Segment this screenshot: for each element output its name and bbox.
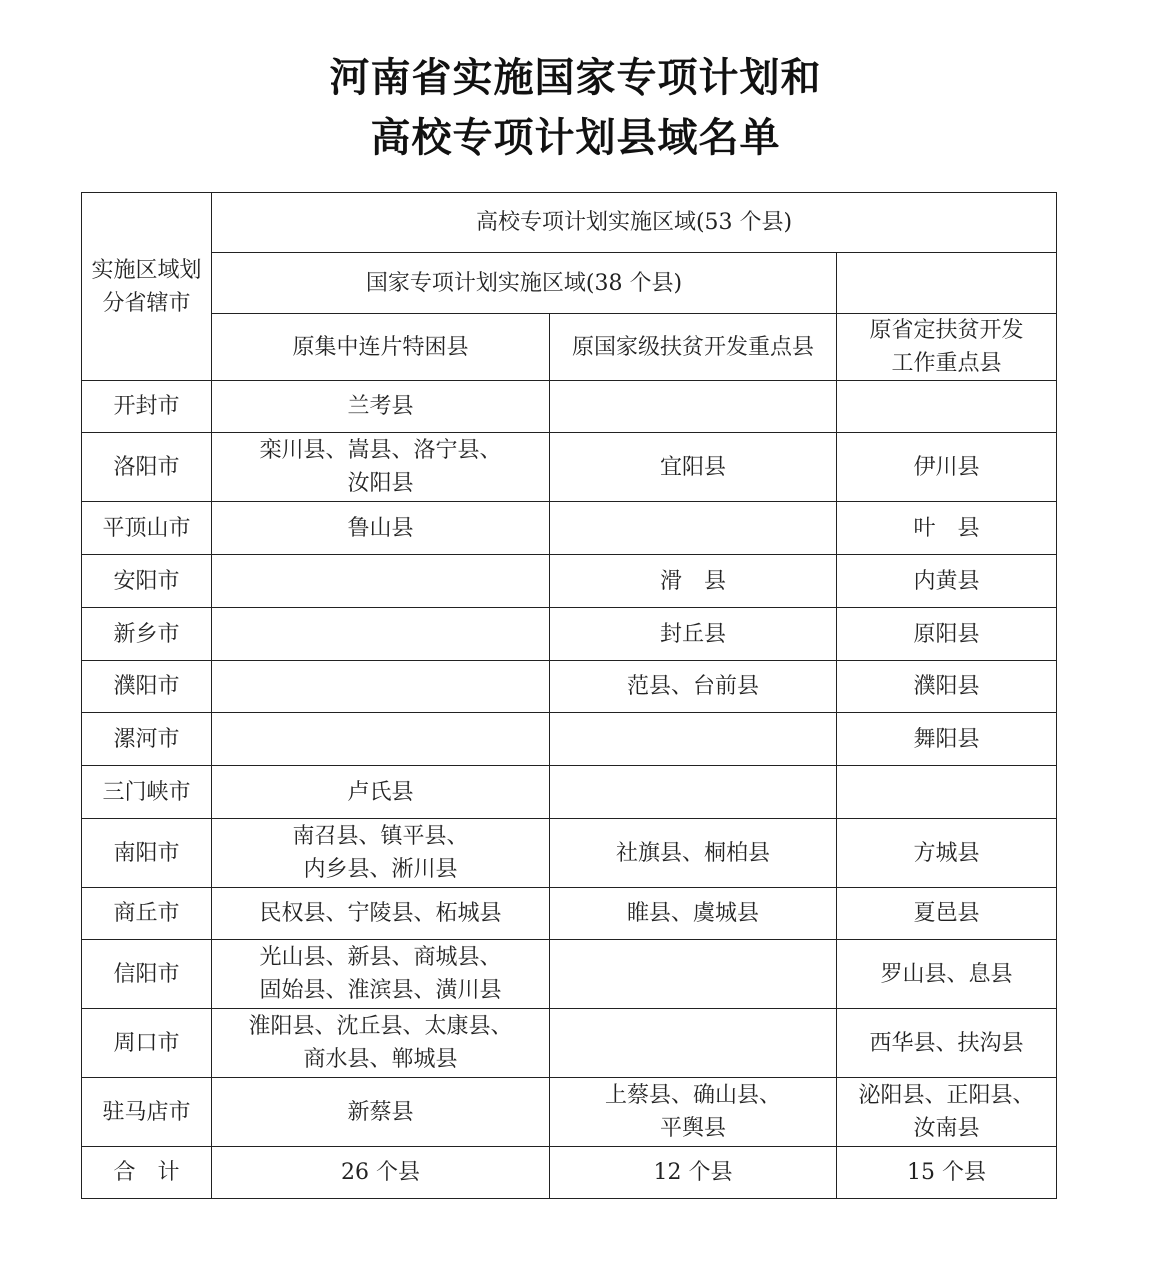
county-cell-c3: [837, 713, 1057, 766]
county-cell-c3: [837, 661, 1057, 713]
county-list-table: [81, 192, 1057, 1199]
county-text: 滑 县: [659, 568, 726, 594]
table-row: [82, 661, 1057, 713]
city-cell: 濮阳市: [82, 661, 212, 713]
document-title-line1: 河南省实施国家专项计划和: [329, 55, 822, 101]
county-text: 民权县、宁陵县、柘城县: [259, 901, 502, 926]
city-cell: 平顶山市: [82, 502, 212, 555]
city-cell: 漯河市: [82, 713, 212, 766]
header-row-national: [82, 253, 1057, 314]
city-cell: 周口市: [82, 1009, 212, 1078]
county-cell-c2: [550, 1009, 837, 1078]
city-cell: 新乡市: [82, 608, 212, 661]
county-text: 卢氏县: [347, 779, 414, 805]
county-cell-c3: [837, 1009, 1057, 1078]
county-cell-c1: [212, 433, 550, 502]
county-text: 舞阳县: [913, 726, 980, 752]
city-cell: 南阳市: [82, 819, 212, 888]
county-text: 叶 县: [913, 515, 980, 541]
table-row: [82, 940, 1057, 1009]
county-text: 封丘县: [659, 621, 726, 647]
table-row: [82, 1009, 1057, 1078]
table-row: [82, 433, 1057, 502]
county-text: 原阳县: [913, 621, 980, 647]
total-cell-c2: 12 个县: [550, 1147, 837, 1199]
county-cell-c1: [212, 608, 550, 661]
county-cell-c3: [837, 940, 1057, 1009]
total-label-cell: 合 计: [82, 1147, 212, 1199]
region-header-cell: [82, 193, 212, 381]
city-cell: 开封市: [82, 381, 212, 433]
county-cell-c2: [550, 819, 837, 888]
county-text: 社旗县、桐柏县: [615, 840, 770, 866]
county-cell-c3: [837, 888, 1057, 940]
county-cell-c1: [212, 940, 550, 1009]
county-cell-c1: [212, 381, 550, 433]
region-header-line1: 实施区域划: [91, 257, 202, 283]
county-cell-c1: [212, 1078, 550, 1147]
total-cell-c1: 26 个县: [212, 1147, 550, 1199]
county-cell-c1: [212, 1009, 550, 1078]
county-text: 西华县、扶沟县: [869, 1030, 1024, 1056]
county-cell-c2: [550, 940, 837, 1009]
county-text: 新蔡县: [347, 1099, 414, 1125]
county-cell-c2: [550, 766, 837, 819]
total-cell-c3: 15 个县: [837, 1147, 1057, 1199]
county-cell-c3: [837, 381, 1057, 433]
column-header-provincial-key: [837, 314, 1057, 381]
county-text: 罗山县、息县: [880, 961, 1013, 987]
county-cell-c3: [837, 555, 1057, 608]
county-text: 夏邑县: [913, 901, 980, 926]
table-row: [82, 819, 1057, 888]
header-row-university: [82, 193, 1057, 253]
county-cell-c2: [550, 381, 837, 433]
county-cell-c1: [212, 713, 550, 766]
county-cell-c3: [837, 608, 1057, 661]
city-cell: 驻马店市: [82, 1078, 212, 1147]
county-cell-c1: [212, 888, 550, 940]
university-plan-header: 高校专项计划实施区域(53 个县): [212, 193, 1057, 253]
county-cell-c3: [837, 433, 1057, 502]
county-cell-c2: [550, 888, 837, 940]
county-cell-c3: [837, 819, 1057, 888]
table-row: [82, 555, 1057, 608]
county-text: 南召县、镇平县、: [292, 824, 469, 849]
national-plan-header: 国家专项计划实施区域(38 个县): [212, 253, 837, 314]
county-cell-c1: [212, 819, 550, 888]
county-text: 光山县、新县、商城县、: [259, 945, 502, 970]
county-text: 内乡县、淅川县: [303, 857, 458, 882]
column-header-contiguous-poor: 原集中连片特困县: [212, 314, 550, 381]
county-text: 平舆县: [659, 1116, 726, 1141]
county-cell-c1: [212, 502, 550, 555]
table-row: [82, 713, 1057, 766]
county-text: 睢县、虞城县: [626, 901, 759, 926]
city-cell: 三门峡市: [82, 766, 212, 819]
city-cell: 信阳市: [82, 940, 212, 1009]
county-text: 汝阳县: [347, 471, 414, 496]
table-row: [82, 1078, 1057, 1147]
county-cell-c2: [550, 608, 837, 661]
county-text: 内黄县: [913, 568, 980, 594]
table-row: [82, 608, 1057, 661]
column-header-provincial-line2: 工作重点县: [891, 351, 1002, 376]
county-text: 方城县: [913, 840, 980, 866]
county-text: 宜阳县: [659, 454, 726, 480]
table-row: [82, 381, 1057, 433]
county-cell-c2: [550, 661, 837, 713]
county-text: 汝南县: [913, 1116, 980, 1141]
county-cell-c1: [212, 661, 550, 713]
county-cell-c2: [550, 502, 837, 555]
table-row: [82, 766, 1057, 819]
county-cell-c3: [837, 502, 1057, 555]
county-text: 泌阳县、正阳县、: [858, 1083, 1035, 1108]
column-header-provincial-line1: 原省定扶贫开发: [869, 318, 1024, 343]
county-cell-c1: [212, 766, 550, 819]
county-text: 上蔡县、确山县、: [604, 1083, 781, 1108]
county-text: 伊川县: [913, 454, 980, 480]
column-header-national-key: 原国家级扶贫开发重点县: [550, 314, 837, 381]
county-text: 淮阳县、沈丘县、太康县、: [248, 1014, 513, 1039]
county-cell-c2: [550, 1078, 837, 1147]
total-row: [82, 1147, 1057, 1199]
table-row: [82, 888, 1057, 940]
county-text: 兰考县: [347, 394, 414, 419]
county-cell-c2: [550, 555, 837, 608]
city-cell: 洛阳市: [82, 433, 212, 502]
county-cell-c3: [837, 766, 1057, 819]
table-row: [82, 502, 1057, 555]
city-cell: 安阳市: [82, 555, 212, 608]
city-cell: 商丘市: [82, 888, 212, 940]
header-row-categories: [82, 314, 1057, 381]
county-cell-c2: [550, 433, 837, 502]
county-text: 栾川县、嵩县、洛宁县、: [259, 438, 502, 463]
county-text: 商水县、郸城县: [303, 1047, 458, 1072]
empty-header-cell: [837, 253, 1057, 314]
county-text: 范县、台前县: [626, 674, 759, 699]
county-text: 鲁山县: [347, 515, 414, 541]
county-text: 濮阳县: [913, 674, 980, 699]
region-header-line2: 分省辖市: [102, 290, 191, 316]
county-text: 固始县、淮滨县、潢川县: [259, 978, 502, 1003]
county-cell-c3: [837, 1078, 1057, 1147]
county-cell-c2: [550, 713, 837, 766]
county-cell-c1: [212, 555, 550, 608]
document-title-line2: 高校专项计划县域名单: [370, 115, 781, 161]
